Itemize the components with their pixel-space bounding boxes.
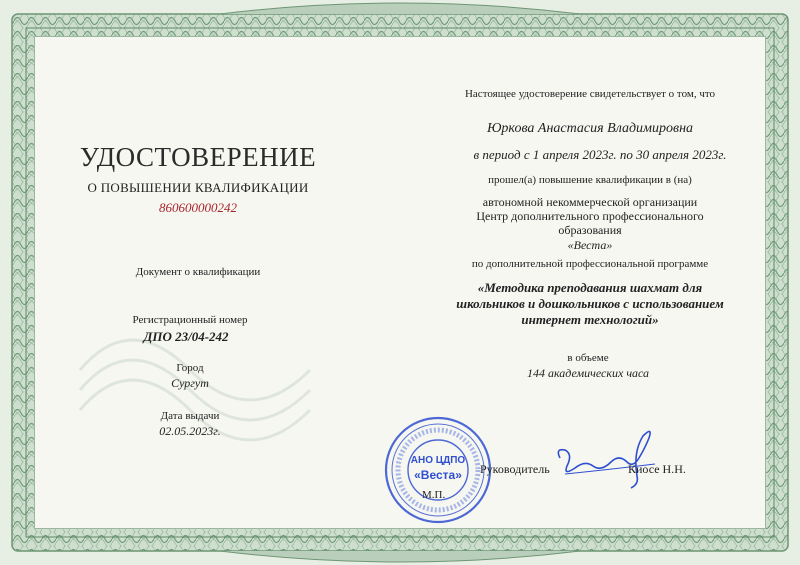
registration-label: Регистрационный номер — [132, 314, 248, 326]
head-name: Киосе Н.Н. — [628, 462, 686, 476]
passed-text: прошел(а) повышение квалификации в (на) — [488, 174, 692, 186]
registration-number: ДПО 23/04-242 — [143, 329, 229, 344]
volume-label: в объеме — [567, 352, 609, 364]
city-label: Город — [176, 362, 204, 374]
org-line-1: автономной некоммерческой организации — [482, 195, 698, 209]
seal-center-bottom: «Веста» — [414, 468, 462, 482]
org-line-4: «Веста» — [567, 238, 613, 252]
issue-date-value: 02.05.2023г. — [159, 424, 221, 438]
study-period: в период с 1 апреля 2023г. по 30 апреля 2023г. — [473, 147, 727, 162]
program-line-1: «Методика преподавания шахмат для — [477, 280, 703, 295]
program-line-2: школьников и дошкольников с использованием — [456, 296, 724, 311]
certificate-subtitle: О ПОВЫШЕНИИ КВАЛИФИКАЦИИ — [87, 180, 309, 195]
seal-center-top: АНО ЦДПО — [410, 455, 466, 466]
certificate-number: 860600000242 — [159, 200, 237, 215]
document-type-label: Документ о квалификации — [135, 266, 261, 278]
org-line-2: Центр дополнительного профессионального — [476, 209, 704, 223]
stamp-place-label: М.П. — [422, 489, 446, 501]
issue-date-label: Дата выдачи — [160, 410, 220, 422]
certificate-title: УДОСТОВЕРЕНИЕ — [79, 142, 317, 172]
program-line-3: интернет технологий» — [521, 312, 659, 327]
volume-value: 144 академических часа — [526, 366, 650, 380]
city-value: Сургут — [171, 376, 209, 390]
head-label: Руководитель — [480, 462, 550, 476]
org-line-3: образования — [558, 223, 622, 237]
intro-text: Настоящее удостоверение свидетельствует о том, что — [464, 88, 716, 100]
program-label: по дополнительной профессиональной программе — [471, 258, 709, 270]
handwritten-signature — [545, 418, 685, 498]
recipient-name: Юркова Анастасия Владимировна — [486, 121, 694, 136]
